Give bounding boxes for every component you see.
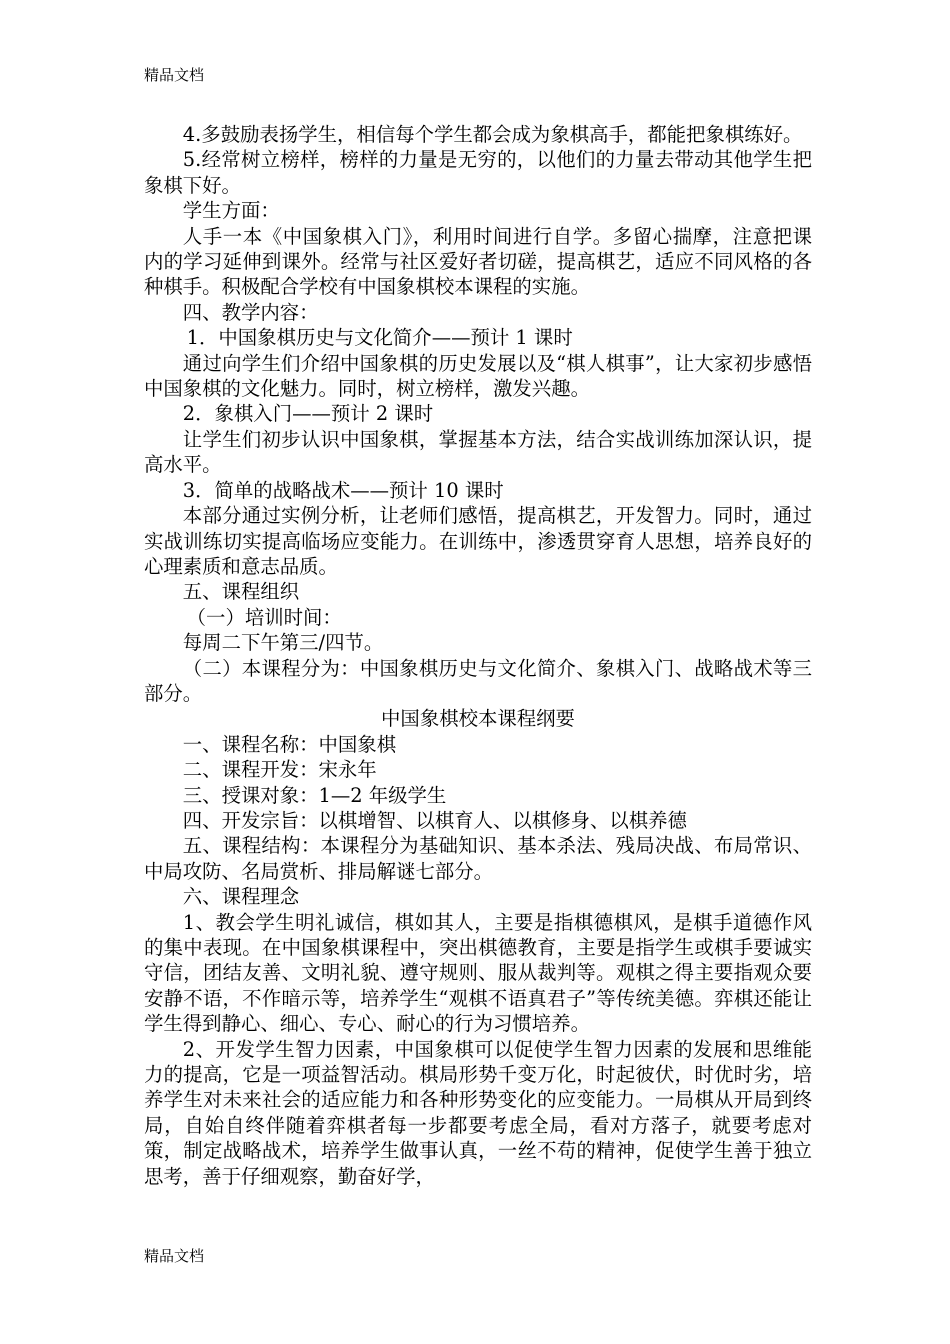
document-title: 中国象棋校本课程纲要 bbox=[381, 707, 575, 731]
philosophy-item-1: 1、教会学生明礼诚信，棋如其人，主要是指棋德棋风，是棋手道德作风的集中表现。在中国象棋课程中，突出棋德教育，主要是指学生或棋手要诚实守信，团结友善、文明礼貌、遵守规则、服从裁判等。观棋之得主要指观众要安静不语，不作暗示等，培养学生“观棋不语真君子”等传统美德。弈棋还能让学生得到静心、细心、专心、耐心的行为习惯培养。 bbox=[144, 910, 812, 1036]
content-item-2-body: 让学生们初步认识中国象棋，掌握基本方法，结合实战训练加深认识，提高水平。 bbox=[144, 427, 812, 477]
section-heading-students: 学生方面： bbox=[182, 199, 280, 223]
content-item-3-body: 本部分通过实例分析，让老师们感悟，提高棋艺，开发智力。同时，通过实战训练切实提高临场应变能力。在训练中，渗透贯穿育人思想，培养良好的心理素质和意志品质。 bbox=[144, 504, 812, 578]
paragraph-students: 人手一本《中国象棋入门》，利用时间进行自学。多留心揣摩，注意把课内的学习延伸到课外。经常与社区爱好者切磋，提高棋艺，适应不同风格的各种棋手。积极配合学校有中国象棋校本课程的实施。 bbox=[144, 224, 812, 299]
page-footer-mark: 精品文档 bbox=[144, 1247, 205, 1265]
philosophy-item-2: 2、开发学生智力因素，中国象棋可以促使学生智力因素的发展和思维能力的提高，它是一项益智活动。棋局形势千变万化，时起彼伏，时优时劣，培养学生对未来社会的适应能力和各种形势变化的应变能力。一局棋从开局到终局，自始自终伴随着弈棋者每一步都要考虑全局，看对方落子，就要考虑对策，制定战略战术，培养学生做事认真，一丝不苟的精神，促使学生善于独立思考，善于仔细观察，勤奋好学， bbox=[144, 1037, 812, 1188]
outline-purpose: 四、开发宗旨：以棋增智、以棋育人、以棋修身、以棋养德 bbox=[182, 808, 687, 832]
section-heading-teaching-content: 四、教学内容： bbox=[182, 300, 319, 324]
outline-course-developer: 二、课程开发：宋永年 bbox=[182, 758, 377, 782]
content-item-3-title: 3．简单的战略战术——预计 10 课时 bbox=[182, 478, 504, 502]
document-body bbox=[144, 122, 812, 1189]
paragraph-item-5: 5.经常树立榜样，榜样的力量是无穷的，以他们的力量去带动其他学生把象棋下好。 bbox=[144, 148, 812, 197]
section-heading-course-organization: 五、课程组织 bbox=[182, 580, 300, 604]
paragraph-item-4: 4.多鼓励表扬学生，相信每个学生都会成为象棋高手，都能把象棋练好。 bbox=[182, 123, 803, 146]
content-item-1-title: 1．中国象棋历史与文化简介——预计 1 课时 bbox=[186, 326, 573, 350]
paragraph-course-parts: （二）本课程分为：中国象棋历史与文化简介、象棋入门、战略战术等三部分。 bbox=[144, 656, 812, 705]
outline-structure: 五、课程结构：本课程分为基础知识、基本杀法、残局决战、布局常识、中局攻防、名局赏析、排局解谜七部分。 bbox=[144, 834, 812, 883]
outline-audience: 三、授课对象：1—2 年级学生 bbox=[182, 783, 447, 807]
section-heading-course-philosophy: 六、课程理念 bbox=[182, 885, 300, 909]
subheading-training-time: （一）培训时间： bbox=[186, 605, 342, 629]
page-header-mark: 精品文档 bbox=[144, 66, 205, 84]
content-item-2-title: 2．象棋入门——预计 2 课时 bbox=[182, 402, 434, 426]
outline-course-name: 一、课程名称：中国象棋 bbox=[182, 732, 397, 756]
content-item-1-body: 通过向学生们介绍中国象棋的历史发展以及“棋人棋事”，让大家初步感悟中国象棋的文化魅力。同时，树立榜样，激发兴趣。 bbox=[144, 351, 812, 401]
paragraph-training-time: 每周二下午第三/四节。 bbox=[182, 631, 384, 655]
